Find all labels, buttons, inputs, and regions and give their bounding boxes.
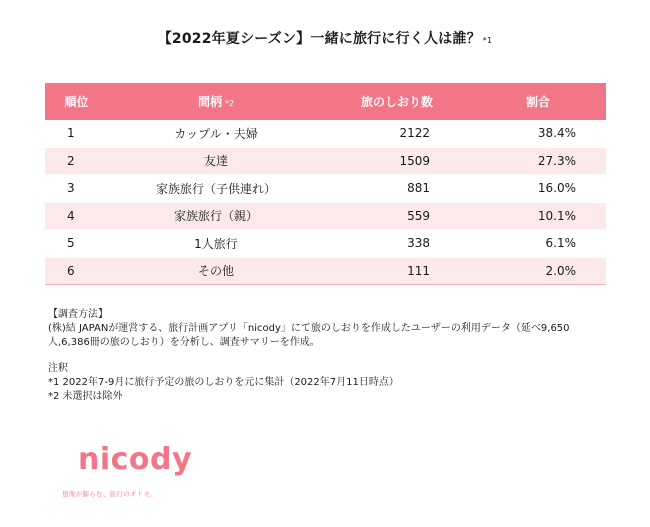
cell-rank: 4 [45, 202, 108, 230]
table-row [45, 175, 606, 203]
cell-count: 559 [324, 202, 470, 230]
header-relation-note: *2 [224, 99, 235, 108]
cell-rate: 27.3% [470, 147, 606, 175]
cell-rank: 1 [45, 120, 108, 147]
table-row [45, 230, 606, 258]
cell-relation: 1人旅行 [108, 230, 324, 258]
cell-count: 111 [324, 257, 470, 285]
header-relation-label: 間柄 [197, 95, 222, 109]
cell-rate: 38.4% [470, 120, 606, 147]
table-row [45, 257, 606, 285]
header-relation [108, 83, 324, 120]
cell-count: 2122 [324, 120, 470, 147]
title-footnote-mark: *1 [482, 36, 493, 45]
brand-tagline: 想像が膨らむ、旅行のオトモ。 [62, 490, 158, 498]
table-row [45, 147, 606, 175]
cell-rank: 3 [45, 175, 108, 203]
header-rate: 割合 [470, 83, 606, 120]
cell-rate: 6.1% [470, 230, 606, 258]
cell-rate: 10.1% [470, 202, 606, 230]
cell-count: 1509 [324, 147, 470, 175]
cell-rate: 16.0% [470, 175, 606, 203]
annotation-1: *1 2022年7-9月に旅行予定の旅のしおりを元に集計（2022年7月11日時点） [48, 377, 399, 388]
cell-rate: 2.0% [470, 257, 606, 285]
method-text-line2: 人,6,386冊の旅のしおり）を分析し、調査サマリーを作成。 [48, 337, 320, 348]
cell-rank: 6 [45, 257, 108, 285]
survey-table [45, 83, 606, 285]
title-text: 【2022年夏シーズン】一緒に旅行に行く人は誰？ [157, 31, 481, 47]
header-rank: 順位 [45, 83, 108, 120]
method-heading: 【調査方法】 [48, 309, 108, 320]
method-text-line1: (株)結 JAPANが運営する、旅行計画アプリ「nicody」にて旅のしおりを作成したユーザーの利用データ（延べ9,650 [48, 323, 570, 334]
nicody-logo: nicody [78, 442, 193, 477]
table-row [45, 120, 606, 147]
cell-rank: 5 [45, 230, 108, 258]
cell-rank: 2 [45, 147, 108, 175]
table-header-row [45, 83, 606, 120]
cell-relation: 家族旅行（子供連れ） [108, 175, 324, 203]
cell-count: 338 [324, 230, 470, 258]
page-title [0, 28, 650, 48]
cell-relation: 友達 [108, 147, 324, 175]
annotation-heading: 注釈 [48, 363, 68, 374]
notes-section [48, 308, 608, 404]
cell-count: 881 [324, 175, 470, 203]
cell-relation: その他 [108, 257, 324, 285]
header-count: 旅のしおり数 [324, 83, 470, 120]
table-row [45, 202, 606, 230]
cell-relation: カップル・夫婦 [108, 120, 324, 147]
cell-relation: 家族旅行（親） [108, 202, 324, 230]
annotation-2: *2 未選択は除外 [48, 391, 123, 402]
